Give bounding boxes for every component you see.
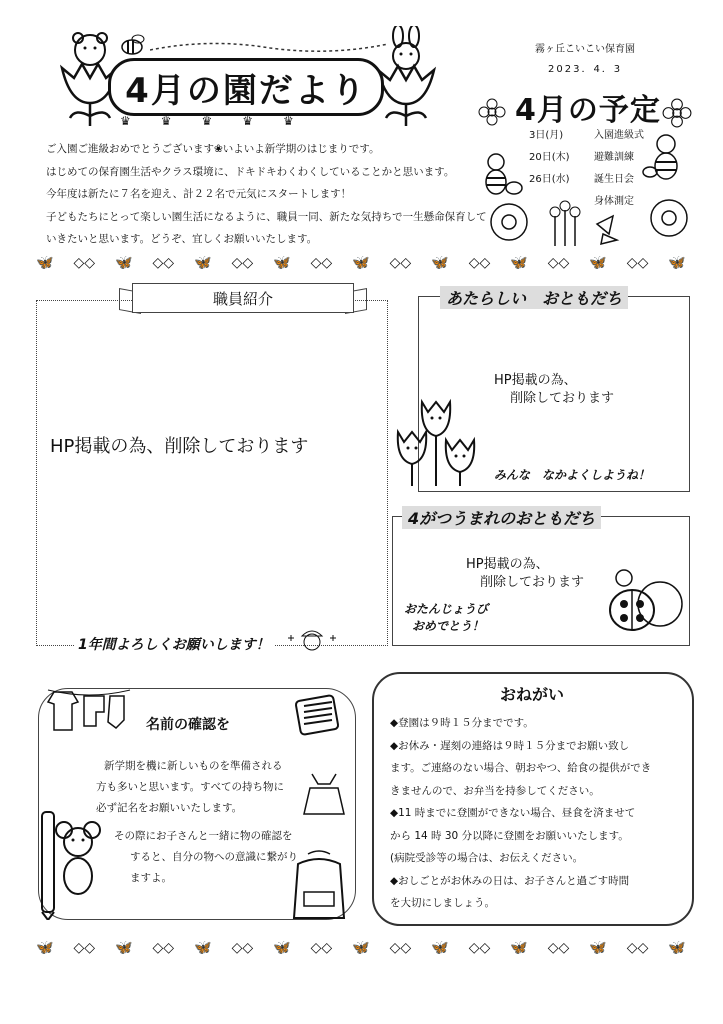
staff-box: [36, 300, 388, 646]
schedule-title: 4月の予定: [515, 93, 661, 128]
ladybug-flower-illustration: [598, 566, 690, 642]
name-check-title: 名前の確認を: [146, 717, 230, 733]
name-check-line: その際にお子さんと一緒に物の確認を: [114, 830, 293, 842]
birthday-caption-line: おめでとう！: [412, 619, 485, 633]
request-line: (病院受診等の場合は、お伝えください。: [390, 852, 584, 864]
request-line: きませんので、お弁当を持参してください。: [390, 785, 600, 797]
intro-line: 子どもたちにとって楽しい園生活になるように、職員一同、新たな気持ちで一生懸命保育して: [46, 211, 487, 223]
towel-icon: [292, 692, 342, 738]
requests-title: おねがい: [500, 685, 565, 704]
request-line: から 14 時 30 分以降に登園をお願いいたします。: [390, 830, 629, 842]
name-check-line: 必ず記名をお願いいたします。: [96, 802, 243, 814]
flower-icon: [662, 98, 692, 128]
request-line: ◆11 時までに登園ができない場合、昼食を済ませて: [390, 807, 636, 819]
schedule-date: 20日(木): [529, 152, 570, 163]
schedule-event: 入園進級式: [594, 130, 644, 141]
school-name: 霧ヶ丘こいこい保育園: [535, 44, 635, 55]
issue-date: 2023．4．3: [548, 64, 623, 75]
schedule-event: 誕生日会: [594, 174, 634, 185]
bag-icon: [288, 848, 350, 924]
intro-line: 今年度は新たに７名を迎え、計２２名で元気にスタートします！: [46, 188, 352, 200]
birthday-note-line: 削除しております: [480, 575, 585, 590]
apron-icon: [298, 770, 350, 822]
mouse-pen-illustration: [38, 808, 104, 920]
request-line: を大切にしましょう。: [390, 897, 495, 909]
flower-icon: [478, 98, 506, 126]
birthday-caption-line: おたんじょうび: [404, 602, 489, 616]
birthday-note-line: HP掲載の為、: [466, 557, 549, 572]
bee-drum-illustration: [478, 150, 524, 200]
request-line: ◆登園は９時１５分までです。: [390, 717, 534, 729]
name-check-line: ますよ。: [130, 872, 172, 884]
birthday-title: 4がつうまれのおともだち: [402, 506, 601, 529]
tulip-friends-illustration: [392, 396, 492, 492]
name-check-line: 方も多いと思います。すべての持ち物に: [96, 781, 284, 793]
request-line: ◆お休み・遅刻の連絡は９時１５分までお願い致し: [390, 740, 630, 752]
new-friends-note-line: HP掲載の為、: [494, 373, 577, 388]
newsletter-title: 4月の園だより: [108, 58, 384, 116]
request-line: ◆おしごとがお休みの日は、お子さんと過ごす時間: [390, 875, 630, 887]
name-check-line: すると、自分の物への意識に繋がり: [130, 851, 298, 863]
child-hat-icon: [282, 626, 342, 652]
dotted-flight-path: [150, 38, 390, 58]
intro-line: ご入園ご進級おめでとうございます❀いよいよ新学期のはじまりです。: [46, 143, 380, 155]
request-line: ます。ご連絡のない場合、朝おやつ、給食の提供ができ: [390, 762, 652, 774]
staff-footer: 1年間よろしくお願いします！: [74, 634, 274, 654]
staff-removed-note: HP掲載の為、削除しております: [50, 436, 309, 457]
new-friends-caption: みんな なかよくしようね！: [494, 468, 651, 482]
clothes-line-illustration: [44, 682, 134, 734]
intro-line: いきたいと思います。どうぞ、宜しくお願いいたします。: [46, 233, 318, 245]
flowers-illustration: [485, 196, 695, 252]
schedule-date: 26日(水): [529, 174, 570, 185]
name-check-line: 新学期を機に新しいものを準備される: [104, 760, 283, 772]
new-friends-title: あたらしい おともだち: [440, 286, 628, 309]
crown-decoration-row: ♛♛♛♛♛: [120, 114, 324, 128]
staff-ribbon: 職員紹介: [132, 283, 354, 313]
schedule-event: 避難訓練: [594, 152, 634, 163]
bee-icon: [118, 34, 154, 56]
butterfly-divider: 🦋 ◇◇ 🦋 ◇◇ 🦋 ◇◇ 🦋 ◇◇ 🦋 ◇◇ 🦋 ◇◇ 🦋 ◇◇ 🦋 ◇◇ 🦋: [36, 255, 686, 271]
schedule-date: 3日(月): [529, 130, 564, 141]
butterfly-divider: 🦋 ◇◇ 🦋 ◇◇ 🦋 ◇◇ 🦋 ◇◇ 🦋 ◇◇ 🦋 ◇◇ 🦋 ◇◇ 🦋 ◇◇ 🦋: [36, 940, 686, 956]
schedule-event: 身体測定: [594, 196, 634, 207]
new-friends-note-line: 削除しております: [510, 391, 615, 406]
bee-mic-illustration: [640, 132, 690, 187]
intro-line: はじめての保育園生活やクラス環境に、ドキドキわくわくしていることかと思います。: [46, 166, 455, 178]
